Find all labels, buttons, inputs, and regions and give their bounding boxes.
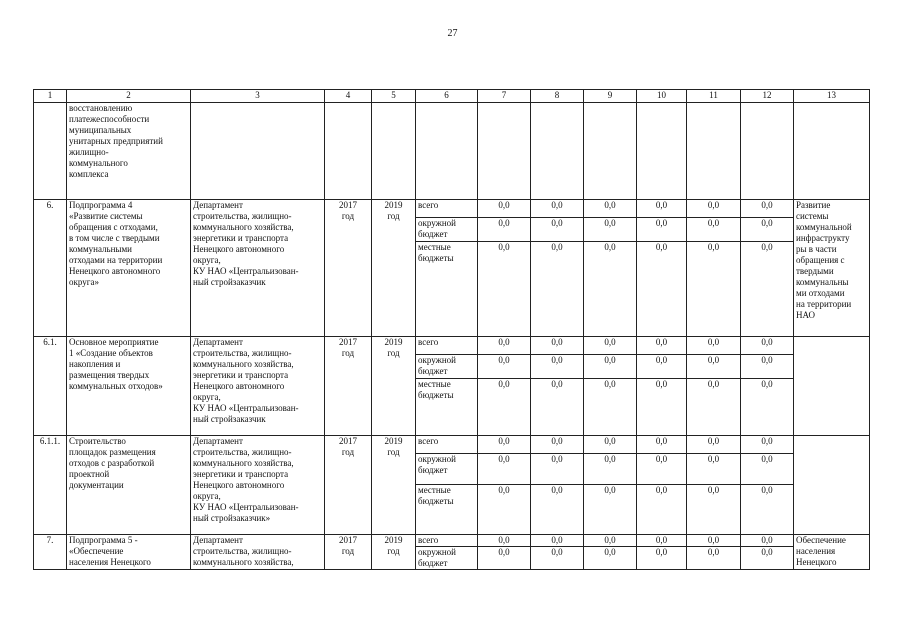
col-header: 7 [478,90,531,103]
col-header: 9 [584,90,637,103]
amount-cell: 0,0 [637,436,687,454]
amount-cell: 0,0 [478,535,531,547]
table-row [34,337,870,355]
amount-cell: 0,0 [531,218,584,242]
amount-cell: 0,0 [687,436,741,454]
funding-source: всего [416,436,478,454]
amount-cell: 0,0 [478,200,531,218]
amount-cell: 0,0 [687,218,741,242]
executor-cell: Департамент строительства, жилищно- коммунального хозяйства, энергетики и транспорта Ненецкого автономного округа, КУ НАО «Центральизован- ный стройзаказчик» [191,436,325,535]
executor-cell: Департамент строительства, жилищно- коммунального хозяйства, энергетики и транспорта Ненецкого автономного округа, КУ НАО «Центральизован- ный стройзаказчик [191,200,325,337]
amount-cell: 0,0 [637,379,687,436]
measure-name: Подпрограмма 4 «Развитие системы обращения с отходами, в том числе с твердыми коммунальными отходами на территории Ненецкого автономного округа» [67,200,191,337]
amount-cell: 0,0 [531,436,584,454]
amount-cell: 0,0 [478,355,531,379]
amount-cell: 0,0 [478,218,531,242]
start-year: 2017 год [325,436,372,535]
funding-source: окружной бюджет [416,547,478,570]
col-header: 8 [531,90,584,103]
amount-cell: 0,0 [741,242,794,337]
amount-cell: 0,0 [741,485,794,535]
amount-cell: 0,0 [687,337,741,355]
amount-cell: 0,0 [741,355,794,379]
amount-cell: 0,0 [741,454,794,485]
amount-cell: 0,0 [687,200,741,218]
amount-cell: 0,0 [478,454,531,485]
amount-cell: 0,0 [741,337,794,355]
amount-cell: 0,0 [687,547,741,570]
funding-source: всего [416,535,478,547]
amount-cell: 0,0 [531,355,584,379]
measure-name: Основное мероприятие 1 «Создание объектов накопления и размещения твердых коммунальных отходов» [67,337,191,436]
end-year: 2019 год [372,337,416,436]
expected-result [794,337,870,436]
amount-cell: 0,0 [637,547,687,570]
measure-name: Строительство площадок размещения отходов с разработкой проектной документации [67,436,191,535]
expected-result [794,436,870,535]
amount-cell: 0,0 [478,436,531,454]
col-header: 11 [687,90,741,103]
funding-source: окружной бюджет [416,454,478,485]
start-year: 2017 год [325,200,372,337]
col-header: 10 [637,90,687,103]
expected-result: Обеспечение населения Ненецкого [794,535,870,570]
amount-cell: 0,0 [741,436,794,454]
executor-cell: Департамент строительства, жилищно- коммунального хозяйства, [191,535,325,570]
end-year: 2019 год [372,436,416,535]
amount-cell: 0,0 [584,454,637,485]
col-header: 4 [325,90,372,103]
amount-cell: 0,0 [531,379,584,436]
amount-cell: 0,0 [687,485,741,535]
col-header: 1 [34,90,67,103]
start-year: 2017 год [325,535,372,570]
col-header: 5 [372,90,416,103]
amount-cell: 0,0 [741,547,794,570]
funding-source: окружной бюджет [416,218,478,242]
funding-source: всего [416,337,478,355]
amount-cell: 0,0 [741,379,794,436]
amount-cell: 0,0 [687,379,741,436]
amount-cell: 0,0 [687,535,741,547]
amount-cell: 0,0 [637,242,687,337]
table-row [34,535,870,547]
amount-cell: 0,0 [531,485,584,535]
program-table [33,89,870,570]
amount-cell: 0,0 [584,436,637,454]
continuation-name: восстановлению платежеспособности муниципальных унитарных предприятий жилищно- коммунального комплекса [67,103,191,200]
amount-cell: 0,0 [478,242,531,337]
amount-cell: 0,0 [531,200,584,218]
amount-cell: 0,0 [741,200,794,218]
amount-cell: 0,0 [584,355,637,379]
col-header: 13 [794,90,870,103]
amount-cell: 0,0 [531,535,584,547]
end-year: 2019 год [372,535,416,570]
row-number: 7. [34,535,67,570]
amount-cell: 0,0 [478,337,531,355]
table-row [34,436,870,454]
measure-name: Подпрограмма 5 - «Обеспечение населения Ненецкого [67,535,191,570]
col-header: 12 [741,90,794,103]
amount-cell: 0,0 [741,535,794,547]
amount-cell: 0,0 [637,485,687,535]
table-row [34,200,870,218]
row-number: 6. [34,200,67,337]
amount-cell: 0,0 [584,485,637,535]
amount-cell: 0,0 [637,218,687,242]
amount-cell: 0,0 [531,547,584,570]
amount-cell: 0,0 [478,379,531,436]
funding-source: местные бюджеты [416,379,478,436]
amount-cell: 0,0 [584,218,637,242]
amount-cell: 0,0 [584,379,637,436]
amount-cell: 0,0 [637,454,687,485]
end-year: 2019 год [372,200,416,337]
amount-cell: 0,0 [478,485,531,535]
funding-source: местные бюджеты [416,485,478,535]
amount-cell: 0,0 [637,337,687,355]
amount-cell: 0,0 [531,337,584,355]
amount-cell: 0,0 [584,337,637,355]
continuation-row [34,103,870,200]
column-header-row [34,90,870,103]
amount-cell: 0,0 [531,242,584,337]
amount-cell: 0,0 [584,535,637,547]
amount-cell: 0,0 [687,355,741,379]
executor-cell: Департамент строительства, жилищно- коммунального хозяйства, энергетики и транспорта Ненецкого автономного округа, КУ НАО «Центральизован- ный стройзаказчик [191,337,325,436]
col-header: 2 [67,90,191,103]
row-number: 6.1. [34,337,67,436]
amount-cell: 0,0 [687,454,741,485]
page-number: 27 [447,28,458,39]
amount-cell: 0,0 [584,200,637,218]
funding-source: окружной бюджет [416,355,478,379]
amount-cell: 0,0 [531,454,584,485]
amount-cell: 0,0 [637,355,687,379]
amount-cell: 0,0 [584,547,637,570]
amount-cell: 0,0 [637,535,687,547]
amount-cell: 0,0 [584,242,637,337]
funding-source: местные бюджеты [416,242,478,337]
row-number: 6.1.1. [34,436,67,535]
start-year: 2017 год [325,337,372,436]
expected-result: Развитие системы коммунальной инфраструкту ры в части обращения с твердыми коммунальны ми отходами на территории НАО [794,200,870,337]
col-header: 6 [416,90,478,103]
amount-cell: 0,0 [741,218,794,242]
amount-cell: 0,0 [478,547,531,570]
amount-cell: 0,0 [637,200,687,218]
funding-source: всего [416,200,478,218]
col-header: 3 [191,90,325,103]
amount-cell: 0,0 [687,242,741,337]
